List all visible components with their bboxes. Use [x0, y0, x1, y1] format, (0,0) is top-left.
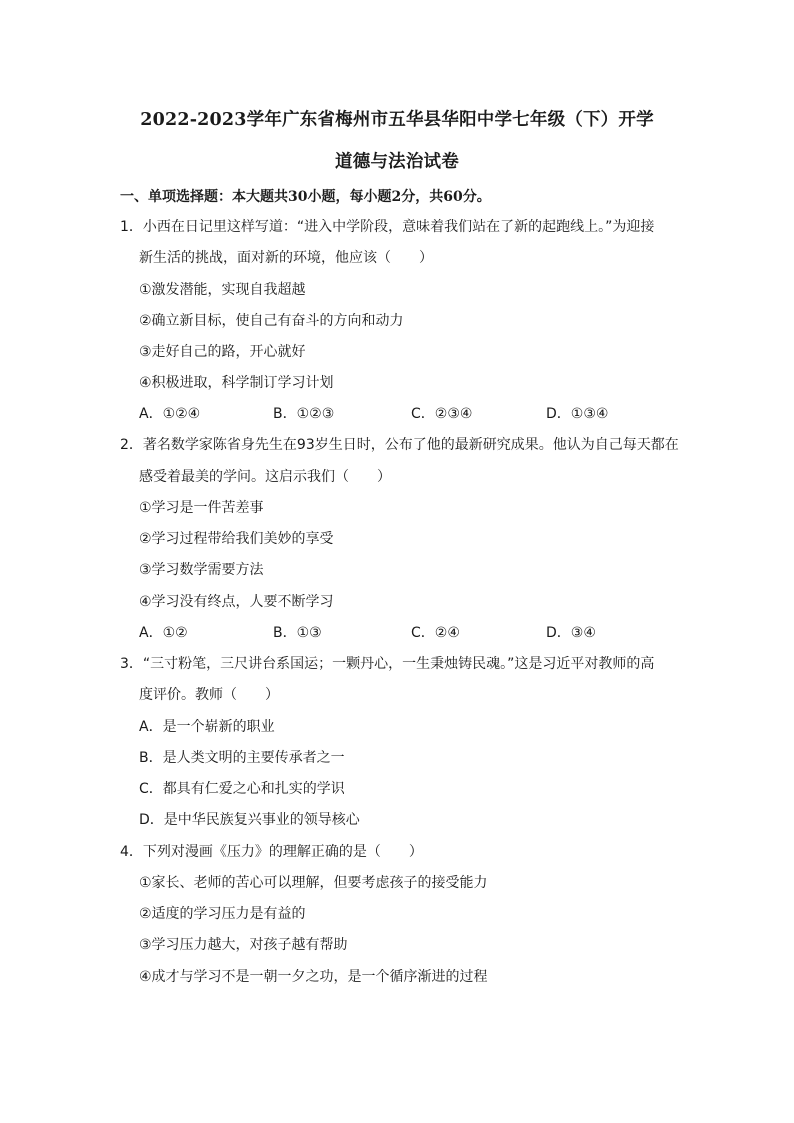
- answer-option-a: A．①②④: [139, 406, 201, 422]
- statement-item: ②确立新目标，使自己有奋斗的方向和动力: [139, 313, 404, 329]
- answer-option-d: D．③④: [546, 625, 596, 641]
- statement-item: ①激发潜能，实现自我超越: [139, 282, 306, 298]
- question-stem-line: 感受着最美的学问。这启示我们（ ）: [139, 469, 391, 485]
- answer-option-c: C．②③④: [411, 406, 473, 422]
- page-subtitle: 道德与法治试卷: [335, 152, 459, 172]
- statement-item: ③学习数学需要方法: [139, 562, 264, 578]
- statement-item: ④学习没有终点，人要不断学习: [139, 594, 334, 610]
- question-stem-line: 3．“三寸粉笔，三尺讲台系国运；一颗丹心，一生秉烛铸民魂。”这是习近平对教师的高: [120, 656, 655, 672]
- question-stem-line: 度评价。教师（ ）: [139, 687, 279, 703]
- answer-option-b: B．是人类文明的主要传承者之一: [139, 750, 345, 766]
- statement-item: ④积极进取，科学制订学习计划: [139, 375, 334, 391]
- statement-item: ②学习过程带给我们美妙的享受: [139, 531, 334, 547]
- statement-item: ③走好自己的路，开心就好: [139, 344, 306, 360]
- section-heading: 一、单项选择题：本大题共30小题，每小题2分，共60分。: [120, 189, 491, 205]
- answer-option-a: A．①②: [139, 625, 188, 641]
- page-title: 2022-2023学年广东省梅州市五华县华阳中学七年级（下）开学: [140, 110, 654, 130]
- question-stem-line: 新生活的挑战，面对新的环境，他应该（ ）: [139, 250, 433, 266]
- statement-item: ③学习压力越大，对孩子越有帮助: [139, 937, 348, 953]
- question-stem-line: 2．著名数学家陈省身先生在93岁生日时，公布了他的最新研究成果。他认为自己每天都在: [120, 437, 679, 453]
- answer-option-b: B．①②③: [273, 406, 335, 422]
- statement-item: ②适度的学习压力是有益的: [139, 906, 306, 922]
- statement-item: ①家长、老师的苦心可以理解，但要考虑孩子的接受能力: [139, 875, 488, 891]
- answer-option-d: D．①③④: [546, 406, 609, 422]
- statement-item: ④成才与学习不是一朝一夕之功，是一个循序渐进的过程: [139, 969, 488, 985]
- answer-option-d: D．是中华民族复兴事业的领导核心: [139, 812, 360, 828]
- answer-option-c: C．都具有仁爱之心和扎实的学识: [139, 781, 345, 797]
- answer-option-b: B．①③: [273, 625, 322, 641]
- statement-item: ①学习是一件苦差事: [139, 500, 264, 516]
- answer-option-a: A．是一个崭新的职业: [139, 719, 275, 735]
- question-stem-line: 1．小西在日记里这样写道：“进入中学阶段，意味着我们站在了新的起跑线上。”为迎接: [120, 219, 655, 235]
- question-stem-line: 4．下列对漫画《压力》的理解正确的是（ ）: [120, 844, 423, 860]
- answer-option-c: C．②④: [411, 625, 460, 641]
